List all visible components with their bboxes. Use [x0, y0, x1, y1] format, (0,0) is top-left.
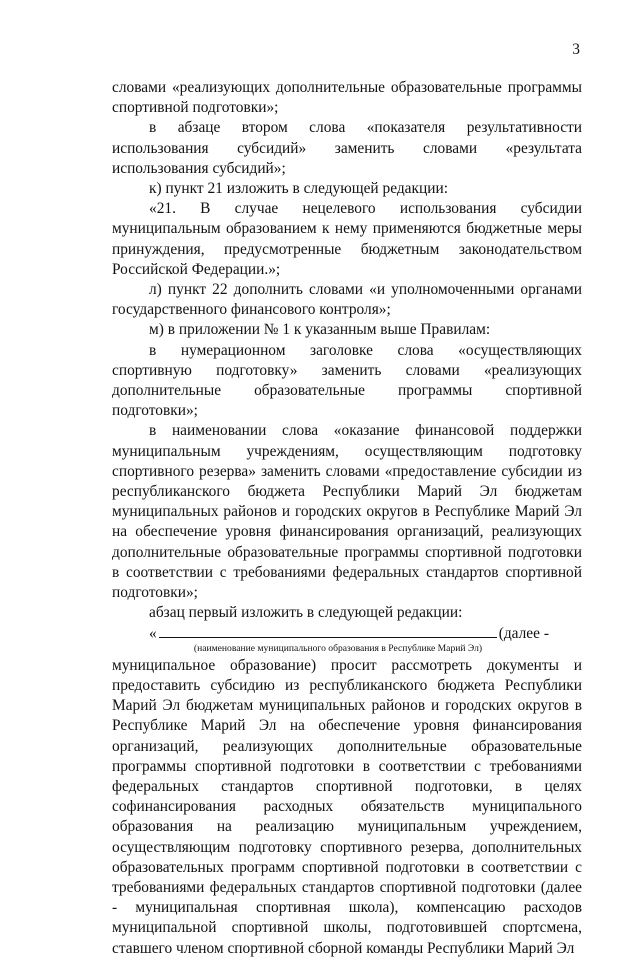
document-body [112, 78, 582, 959]
paragraph: абзац первый изложить в следующей редакции: [149, 604, 463, 622]
paragraph: словами «реализующих дополнительные образовательные программы спортивной подготовки»; [112, 79, 582, 117]
paragraph: м) в приложении № 1 к указанным выше Правилам: [149, 321, 491, 339]
form-line-suffix: (далее - [498, 625, 549, 643]
paragraph: муниципальное образование) просит рассмотреть документы и предоставить субсидию из республиканского бюджета Республики Марий Эл бюджетам муниципальных районов и городских округов в Республике Марий Эл на обеспечение уровня финансирования организаций, реализующих дополнительные образовательные программы спортивной подготовки в соответствии с требованиями федеральных стандартов спортивной подготовки, в целях софинансирования расходных обязательств муниципального образования на реализацию муниципальным учреждением, осуществляющим подготовку спортивного резерва, дополнительных образовательных программ спортивной подготовки в соответствии с требованиями федеральных стандартов спортивной подготовки (далее - муниципальная спортивная школа), компенсацию расходов муниципальной спортивной школы, подготовившей спортсмена, ставшего членом спортивной сборной команды Республики Марий Эл [112, 656, 582, 957]
page-number: 3 [572, 41, 580, 58]
paragraph: в наименовании слова «оказание финансовой поддержки муниципальным учреждениям, осуществляющим подготовку спортивного резерва» заменить словами «предоставление субсидии из республиканского бюджета Республики Марий Эл бюджетам муниципальных районов и городских округов в Республике Марий Эл на обеспечение уровня финансирования организаций, реализующих дополнительные образовательные программы спортивной подготовки в соответствии с требованиями федеральных стандартов спортивной подготовки»; [112, 422, 582, 602]
blank-field-caption: (наименование муниципального образования в Республике Марий Эл) [193, 642, 483, 654]
paragraph: «21. В случае нецелевого использования субсидии муниципальным образованием к нему применяются бюджетные меры принуждения, предусмотренные бюджетным законодательством Российской Федерации.»; [112, 200, 582, 278]
paragraph: в нумерационном заголовке слова «осуществляющих спортивную подготовку» заменить словами «реализующих дополнительные образовательные программы спортивной подготовки»; [112, 341, 582, 420]
paragraph: в абзаце втором слова «показателя результативности использования субсидий» заменить словами «результата использования субсидий»; [112, 119, 582, 177]
paragraph: л) пункт 22 дополнить словами «и уполномоченными органами государственного финансового контроля»; [112, 281, 582, 319]
paragraph: к) пункт 21 изложить в следующей редакции: [149, 180, 448, 198]
form-fill-line [112, 623, 582, 644]
blank-field-line [159, 623, 497, 638]
open-quote: « [149, 625, 157, 643]
